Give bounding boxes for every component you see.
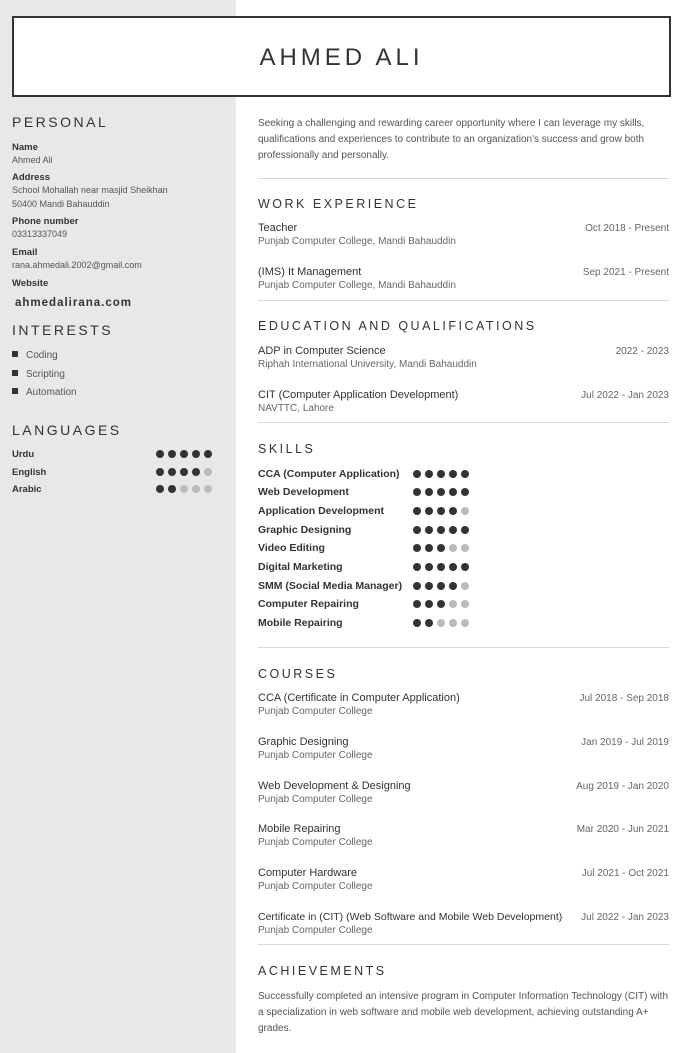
rating-dots xyxy=(413,563,469,571)
rating-dot-filled xyxy=(413,526,421,534)
interest-item xyxy=(12,369,65,380)
rating-dots xyxy=(156,468,212,476)
course-entry xyxy=(258,911,669,936)
rating-dot-filled xyxy=(437,600,445,608)
rating-dot-empty xyxy=(449,619,457,627)
rating-dot-filled xyxy=(425,526,433,534)
rating-dot-filled xyxy=(425,619,433,627)
rating-dot-filled xyxy=(425,488,433,496)
rating-dot-filled xyxy=(437,470,445,478)
skill-name: Graphic Designing xyxy=(258,524,352,536)
entry-title: Web Development & Designing xyxy=(258,780,411,792)
name-label: Name xyxy=(12,142,38,153)
skill-name: Mobile Repairing xyxy=(258,617,343,629)
entry-date: Oct 2018 - Present xyxy=(585,223,669,234)
email-label: Email xyxy=(12,247,38,258)
rating-dots xyxy=(413,544,469,552)
rating-dot-empty xyxy=(192,485,200,493)
work-entry xyxy=(258,222,669,247)
interests-heading: INTERESTS xyxy=(12,322,114,338)
rating-dot-empty xyxy=(449,544,457,552)
rating-dot-filled xyxy=(204,450,212,458)
rating-dot-filled xyxy=(413,582,421,590)
rating-dots xyxy=(413,507,469,515)
rating-dot-filled xyxy=(437,507,445,515)
interest-label: Scripting xyxy=(26,369,65,380)
skill-row xyxy=(258,561,478,573)
education-entry xyxy=(258,345,669,370)
rating-dot-filled xyxy=(425,600,433,608)
name-value: Ahmed Ali xyxy=(12,155,53,165)
rating-dots xyxy=(413,526,469,534)
website-label: Website xyxy=(12,278,49,289)
address-label: Address xyxy=(12,172,51,183)
rating-dot-filled xyxy=(413,470,421,478)
rating-dot-filled xyxy=(437,488,445,496)
course-entry xyxy=(258,780,669,805)
interest-label: Coding xyxy=(26,350,58,361)
entry-title: ADP in Computer Science xyxy=(258,345,386,357)
skill-name: Web Development xyxy=(258,486,349,498)
entry-org: NAVTTC, Lahore xyxy=(258,403,334,414)
course-entry xyxy=(258,736,669,761)
skills-heading: SKILLS xyxy=(258,442,316,456)
entry-title: Computer Hardware xyxy=(258,867,358,879)
courses-heading: COURSES xyxy=(258,667,338,681)
achievements-text: Successfully completed an intensive program in Computer Information Technology (CIT) with a specialization in web software and mobile web development, achieving outstanding A+ grades. xyxy=(258,991,668,1034)
skill-row xyxy=(258,468,478,480)
education-heading: EDUCATION AND QUALIFICATIONS xyxy=(258,319,537,333)
entry-org: Punjab Computer College xyxy=(258,925,373,936)
language-name: Arabic xyxy=(12,484,42,495)
course-entry xyxy=(258,692,669,717)
address-line-2: 50400 Mandi Bahauddin xyxy=(12,199,110,209)
rating-dot-filled xyxy=(437,563,445,571)
entry-org: Punjab Computer College xyxy=(258,794,373,805)
rating-dot-filled xyxy=(192,468,200,476)
rating-dot-filled xyxy=(449,488,457,496)
rating-dot-filled xyxy=(413,619,421,627)
divider xyxy=(258,944,669,945)
rating-dots xyxy=(156,485,212,493)
language-row xyxy=(12,449,212,460)
skill-row xyxy=(258,505,478,517)
rating-dot-empty xyxy=(461,544,469,552)
rating-dot-empty xyxy=(204,485,212,493)
work-entry xyxy=(258,266,669,291)
work-heading: WORK EXPERIENCE xyxy=(258,197,419,211)
rating-dot-filled xyxy=(461,470,469,478)
entry-date: Jul 2022 - Jan 2023 xyxy=(581,390,669,401)
skill-row xyxy=(258,524,478,536)
entry-title: Graphic Designing xyxy=(258,736,349,748)
rating-dot-filled xyxy=(413,563,421,571)
rating-dot-filled xyxy=(413,544,421,552)
rating-dot-filled xyxy=(425,470,433,478)
entry-title: (IMS) It Management xyxy=(258,266,362,278)
entry-date: Jan 2019 - Jul 2019 xyxy=(581,737,669,748)
bullet-icon xyxy=(12,370,18,376)
skill-name: Application Development xyxy=(258,505,385,517)
name-header xyxy=(12,16,671,97)
bullet-icon xyxy=(12,351,18,357)
skill-row xyxy=(258,598,478,610)
entry-org: Riphah International University, Mandi Bahauddin xyxy=(258,359,477,370)
rating-dot-empty xyxy=(461,600,469,608)
rating-dots xyxy=(413,600,469,608)
rating-dots xyxy=(413,582,469,590)
entry-org: Punjab Computer College, Mandi Bahauddin xyxy=(258,236,456,247)
rating-dot-filled xyxy=(449,582,457,590)
language-row xyxy=(12,484,212,495)
skill-row xyxy=(258,580,478,592)
entry-org: Punjab Computer College xyxy=(258,881,373,892)
entry-date: Jul 2021 - Oct 2021 xyxy=(581,868,669,879)
rating-dot-filled xyxy=(425,563,433,571)
skill-row xyxy=(258,486,478,498)
entry-title: Mobile Repairing xyxy=(258,823,341,835)
entry-org: Punjab Computer College xyxy=(258,837,373,848)
languages-heading: LANGUAGES xyxy=(12,422,122,438)
rating-dot-filled xyxy=(168,468,176,476)
rating-dot-empty xyxy=(204,468,212,476)
language-name: Urdu xyxy=(12,449,35,460)
rating-dot-filled xyxy=(449,526,457,534)
entry-org: Punjab Computer College xyxy=(258,706,373,717)
divider xyxy=(258,300,669,301)
email-value[interactable]: rana.ahmedali.2002@gmail.com xyxy=(12,260,142,270)
rating-dot-filled xyxy=(413,488,421,496)
rating-dot-filled xyxy=(461,526,469,534)
language-row xyxy=(12,467,212,478)
rating-dot-filled xyxy=(461,563,469,571)
rating-dot-filled xyxy=(168,450,176,458)
rating-dot-empty xyxy=(461,507,469,515)
interest-item xyxy=(12,387,77,398)
skill-name: SMM (Social Media Manager) xyxy=(258,580,403,592)
rating-dots xyxy=(413,470,469,478)
divider xyxy=(258,647,669,648)
entry-date: Jul 2018 - Sep 2018 xyxy=(579,693,669,704)
rating-dot-filled xyxy=(156,450,164,458)
rating-dots xyxy=(413,488,469,496)
rating-dot-empty xyxy=(461,619,469,627)
entry-org: Punjab Computer College, Mandi Bahauddin xyxy=(258,280,456,291)
address-line-1: School Mohallah near masjid Sheikhan xyxy=(12,185,168,195)
rating-dot-filled xyxy=(156,468,164,476)
skill-name: CCA (Computer Application) xyxy=(258,468,400,480)
personal-heading: PERSONAL xyxy=(12,114,109,130)
language-name: English xyxy=(12,467,47,478)
interest-item xyxy=(12,350,58,361)
rating-dot-empty xyxy=(437,619,445,627)
skill-name: Computer Repairing xyxy=(258,598,359,610)
entry-title: Teacher xyxy=(258,222,298,234)
page-title: AHMED ALI xyxy=(259,44,424,71)
rating-dot-filled xyxy=(168,485,176,493)
rating-dot-empty xyxy=(449,600,457,608)
entry-date: 2022 - 2023 xyxy=(615,346,669,357)
rating-dot-filled xyxy=(425,582,433,590)
phone-label: Phone number xyxy=(12,216,79,227)
entry-date: Jul 2022 - Jan 2023 xyxy=(581,912,669,923)
rating-dot-filled xyxy=(437,582,445,590)
course-entry xyxy=(258,867,669,892)
rating-dot-filled xyxy=(425,507,433,515)
rating-dot-empty xyxy=(461,582,469,590)
interest-label: Automation xyxy=(26,387,77,398)
skill-name: Digital Marketing xyxy=(258,561,343,573)
rating-dot-filled xyxy=(437,526,445,534)
rating-dot-filled xyxy=(449,507,457,515)
rating-dot-filled xyxy=(449,563,457,571)
entry-date: Aug 2019 - Jan 2020 xyxy=(576,781,669,792)
rating-dot-filled xyxy=(449,470,457,478)
skill-name: Video Editing xyxy=(258,542,325,554)
entry-title: CIT (Computer Application Development) xyxy=(258,389,459,401)
rating-dots xyxy=(413,619,469,627)
phone-value: 03313337049 xyxy=(12,229,68,239)
entry-title: Certificate in (CIT) (Web Software and Mobile Web Development) xyxy=(258,911,563,923)
rating-dot-filled xyxy=(180,468,188,476)
education-entry xyxy=(258,389,669,414)
rating-dot-filled xyxy=(413,507,421,515)
rating-dot-empty xyxy=(180,485,188,493)
entry-date: Mar 2020 - Jun 2021 xyxy=(576,824,669,835)
rating-dot-filled xyxy=(180,450,188,458)
rating-dot-filled xyxy=(425,544,433,552)
divider xyxy=(258,422,669,423)
rating-dots xyxy=(156,450,212,458)
website-link[interactable]: ahmedalirana.com xyxy=(15,297,132,309)
skill-row xyxy=(258,617,478,629)
rating-dot-filled xyxy=(437,544,445,552)
entry-date: Sep 2021 - Present xyxy=(582,267,669,278)
rating-dot-filled xyxy=(413,600,421,608)
entry-title: CCA (Certificate in Computer Application) xyxy=(258,692,460,704)
rating-dot-filled xyxy=(156,485,164,493)
course-entry xyxy=(258,823,669,848)
achievements-heading: ACHIEVEMENTS xyxy=(258,964,387,978)
rating-dot-filled xyxy=(192,450,200,458)
bullet-icon xyxy=(12,388,18,394)
rating-dot-filled xyxy=(461,488,469,496)
divider xyxy=(258,178,669,179)
skill-row xyxy=(258,542,478,554)
profile-summary: Seeking a challenging and rewarding career opportunity where I can leverage my skills, qualifications and experiences to contribute to an organization's success and grow both professionally and personally. xyxy=(258,118,645,161)
entry-org: Punjab Computer College xyxy=(258,750,373,761)
